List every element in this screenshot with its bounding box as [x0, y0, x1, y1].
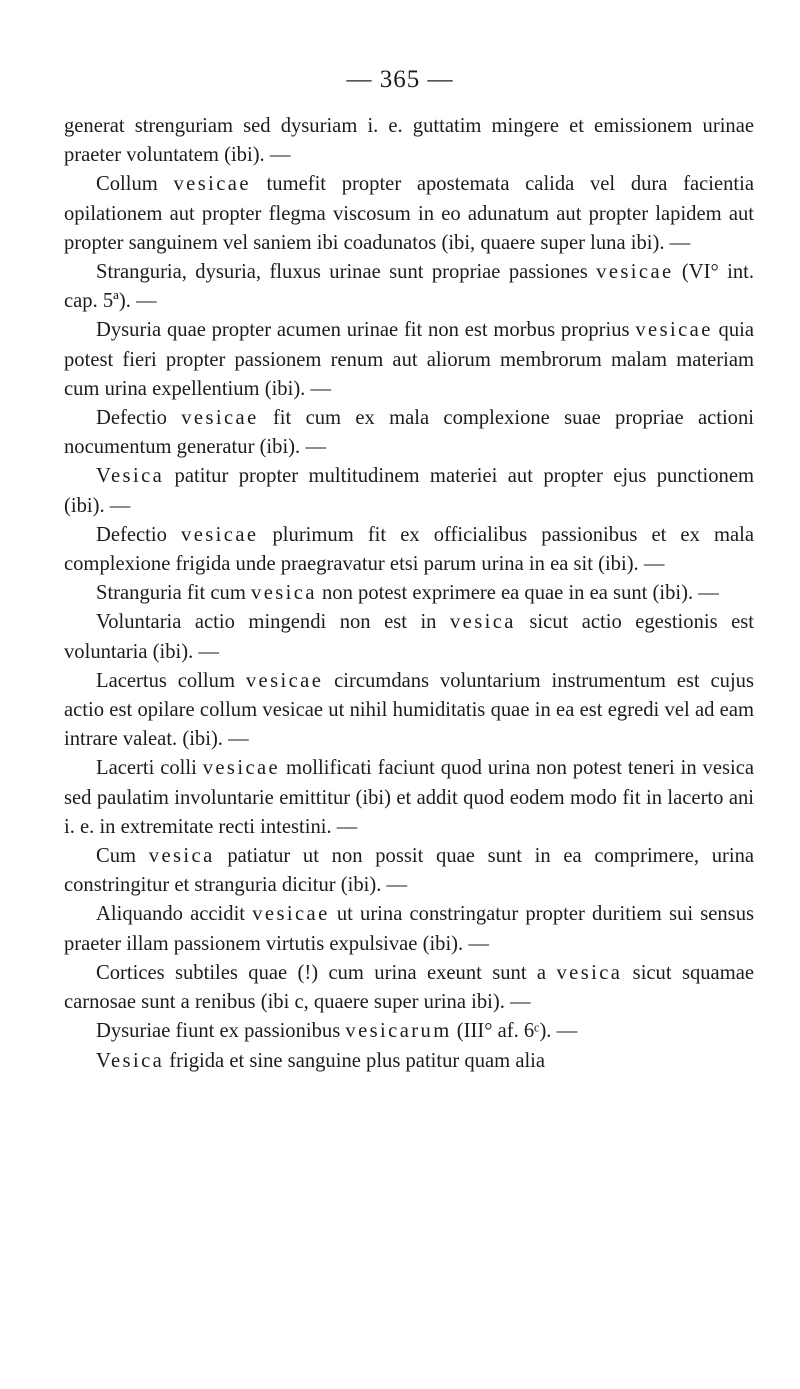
- paragraph: [64, 1047, 754, 1076]
- paragraph: [64, 579, 754, 608]
- spaced-term: Vesica: [96, 465, 165, 488]
- paragraph: [64, 521, 754, 579]
- paragraph: [64, 608, 754, 666]
- text-run: tumefit propter apostemata calida vel dura facientia opilationem aut propter flegma viscosum in eo adunatum aut propter lapidem aut propter sanguinem vel saniem ibi coadunatos (ibi, quaere super luna ibi). —: [64, 173, 754, 254]
- text-run: Voluntaria actio mingendi non est in: [96, 611, 450, 634]
- text-run: Collum: [96, 173, 174, 196]
- spaced-term: vesicae: [252, 903, 330, 926]
- spaced-term: vesicarum: [345, 1020, 452, 1043]
- text-run: Cortices subtiles quae (!) cum urina exeunt sunt a: [96, 961, 557, 984]
- text-run: Stranguria fit cum: [96, 582, 251, 605]
- spaced-term: vesica: [556, 961, 623, 984]
- paragraph: [64, 170, 754, 258]
- paragraph: [64, 112, 754, 170]
- text-run: patitur propter multitudinem materiei aut propter ejus punctionem (ibi). —: [64, 465, 754, 517]
- spaced-term: vesicae: [245, 669, 324, 692]
- paragraph: [64, 754, 754, 842]
- spaced-term: vesicae: [635, 319, 713, 342]
- paragraph: [64, 462, 754, 520]
- paragraph: [64, 316, 754, 404]
- paragraph: [64, 258, 754, 316]
- text-run: mollificati faciunt quod urina non potest teneri in vesica sed paulatim involuntarie emittitur (ibi) et addit quod eodem modo fit in lacerto ani i. e. in extremitate recti intestini. —: [64, 757, 754, 838]
- paragraph: [64, 842, 754, 900]
- paragraph: [64, 404, 754, 462]
- spaced-term: vesicae: [181, 523, 259, 546]
- text-run: (III° af. 6ᶜ). —: [451, 1020, 578, 1043]
- spaced-term: vesica: [449, 611, 516, 634]
- text-run: Stranguria, dysuria, fluxus urinae sunt propriae passiones: [96, 261, 597, 284]
- text-run: sicut squamae carnosae sunt a renibus (ibi c, quaere super urina ibi). —: [64, 961, 754, 1014]
- text-run: circumdans voluntarium instrumentum est cujus actio est opilare collum vesicae ut nihil humiditatis quae in ea est egredi vel ad eam intrare valeat. (ibi). —: [64, 669, 754, 751]
- spaced-term: vesicae: [181, 407, 259, 430]
- paragraph: [64, 959, 754, 1017]
- paragraph: [64, 1017, 754, 1046]
- text-run: ut urina constringatur propter duritiem sui sensus praeter illam passionem virtutis expulsivae (ibi). —: [64, 903, 755, 955]
- text-run: Cum: [96, 845, 149, 868]
- text-run: fit cum ex mala complexione suae propriae actioni nocumentum generatur (ibi). —: [64, 407, 754, 459]
- text-run: Lacertus collum: [96, 669, 246, 692]
- text-run: frigida et sine sanguine plus patitur quam alia: [164, 1049, 546, 1072]
- page-number: — 365 —: [346, 66, 454, 93]
- text-run: sicut actio egestionis est voluntaria (ibi). —: [64, 611, 754, 663]
- text-run: patiatur ut non possit quae sunt in ea comprimere, urina constringitur et stranguria dicitur (ibi). —: [64, 845, 755, 897]
- text-run: Defectio: [96, 523, 181, 546]
- text-run: Defectio: [96, 407, 182, 430]
- text-block: [64, 112, 754, 1076]
- text-run: (VI° int. cap. 5ª). —: [64, 261, 755, 313]
- text-run: plurimum fit ex officialibus passionibus et ex mala complexione frigida unde praegravatur etsi parum urina in ea sit (ibi). —: [64, 523, 754, 576]
- paragraph: [64, 667, 754, 755]
- spaced-term: vesicae: [596, 261, 674, 284]
- spaced-term: vesicae: [173, 173, 251, 196]
- text-run: Dysuria quae propter acumen urinae fit non est morbus proprius: [96, 319, 636, 342]
- text-run: Aliquando accidit: [96, 903, 253, 926]
- paragraph: [64, 900, 754, 958]
- text-run: quia potest fieri propter passionem renum aut aliorum membrorum malam materiam cum urina expellentium (ibi). —: [64, 319, 754, 400]
- text-run: generat strenguriam sed dysuriam i. e. guttatim mingere et emissionem urinae praeter voluntatem (ibi). —: [64, 115, 754, 167]
- text-run: Dysuriae fiunt ex passionibus: [96, 1020, 346, 1043]
- spaced-term: vesicae: [202, 757, 281, 780]
- spaced-term: vesica: [148, 845, 215, 868]
- text-run: non potest exprimere ea quae in ea sunt (ibi). —: [316, 582, 719, 605]
- spaced-term: Vesica: [96, 1049, 165, 1072]
- spaced-term: vesica: [251, 582, 317, 605]
- text-run: Lacerti colli: [96, 757, 203, 780]
